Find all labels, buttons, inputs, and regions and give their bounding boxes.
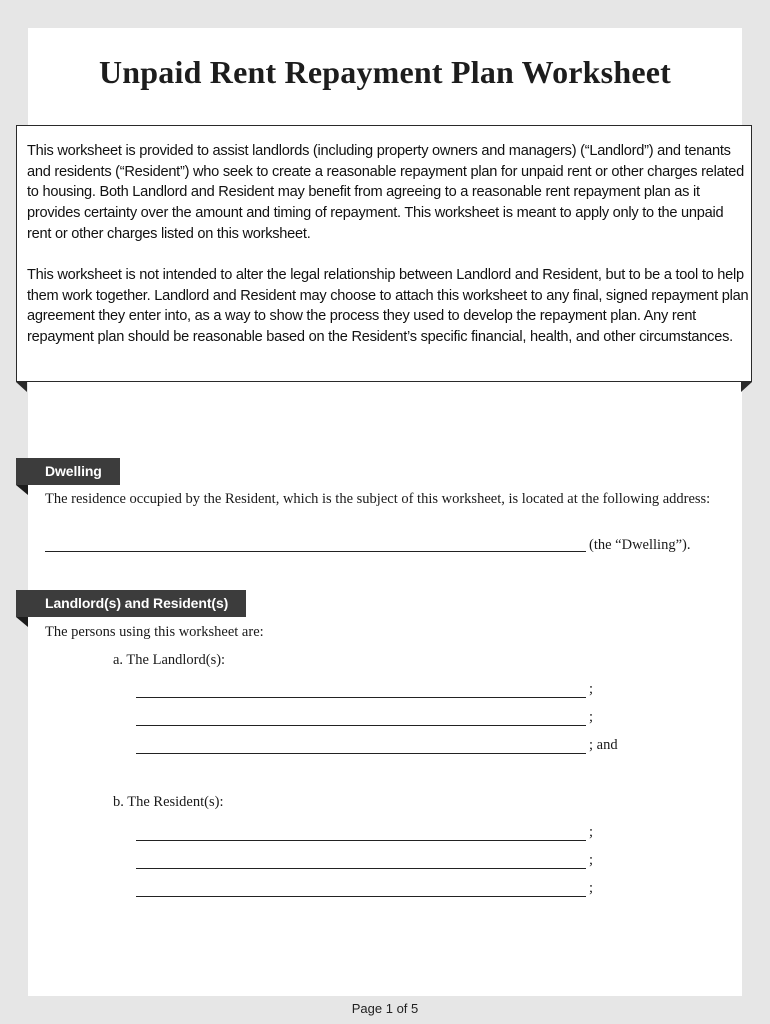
dwelling-description: The residence occupied by the Resident, which is the subject of this worksheet, is located at the following address: — [45, 491, 711, 507]
resident-name-field-2[interactable] — [136, 868, 586, 869]
landlord-name-field-2[interactable] — [136, 725, 586, 726]
intro-box-fold-right — [741, 382, 752, 392]
dwelling-address-field[interactable] — [45, 551, 586, 552]
parties-heading-fold — [16, 617, 28, 627]
page-title: Unpaid Rent Repayment Plan Worksheet — [99, 54, 671, 90]
dwelling-suffix: (the “Dwelling”). — [589, 537, 691, 553]
intro-box-fold-left — [16, 382, 27, 392]
page-number: Page 1 of 5 — [351, 1001, 419, 1016]
landlord-suffix-2: ; — [589, 709, 594, 725]
parties-description: The persons using this worksheet are: — [45, 624, 264, 640]
intro-paragraph-2: This worksheet is not intended to alter the legal relationship between Landlord and Resident, but to be a tool to help them work together. Landlord and Resident may choose to attach this worksheet to any final, signed repayment plan agreement they enter into, as a way to show the process they used to develop the repayment plan. Any rent repayment plan should be reasonable based on the Resident’s specific financial, health, and other circumstances. — [27, 267, 749, 346]
landlord-suffix-1: ; — [589, 681, 594, 697]
dwelling-heading: Dwelling — [16, 458, 120, 485]
resident-label: b. The Resident(s): — [113, 794, 224, 810]
intro-box — [16, 125, 752, 382]
resident-suffix-1: ; — [589, 824, 594, 840]
landlord-name-field-1[interactable] — [136, 697, 586, 698]
resident-suffix-2: ; — [589, 852, 594, 868]
intro-paragraph-1: This worksheet is provided to assist landlords (including property owners and managers) (“Landlord”) and tenants and residents (“Resident”) who seek to create a reasonable repayment plan for unpaid rent or other charges related to housing. Both Landlord and Resident may benefit from agreeing to a reasonable rent repayment plan as it provides certainty over the amount and timing of repayment. This worksheet is meant to apply only to the unpaid rent or other charges listed on this worksheet. — [27, 143, 745, 242]
resident-name-field-1[interactable] — [136, 840, 586, 841]
landlord-name-field-3[interactable] — [136, 753, 586, 754]
landlord-suffix-3: ; and — [589, 737, 618, 753]
dwelling-heading-fold — [16, 485, 28, 495]
resident-suffix-3: ; — [589, 880, 594, 896]
landlord-label: a. The Landlord(s): — [113, 652, 226, 668]
parties-heading: Landlord(s) and Resident(s) — [16, 590, 246, 617]
resident-name-field-3[interactable] — [136, 896, 586, 897]
